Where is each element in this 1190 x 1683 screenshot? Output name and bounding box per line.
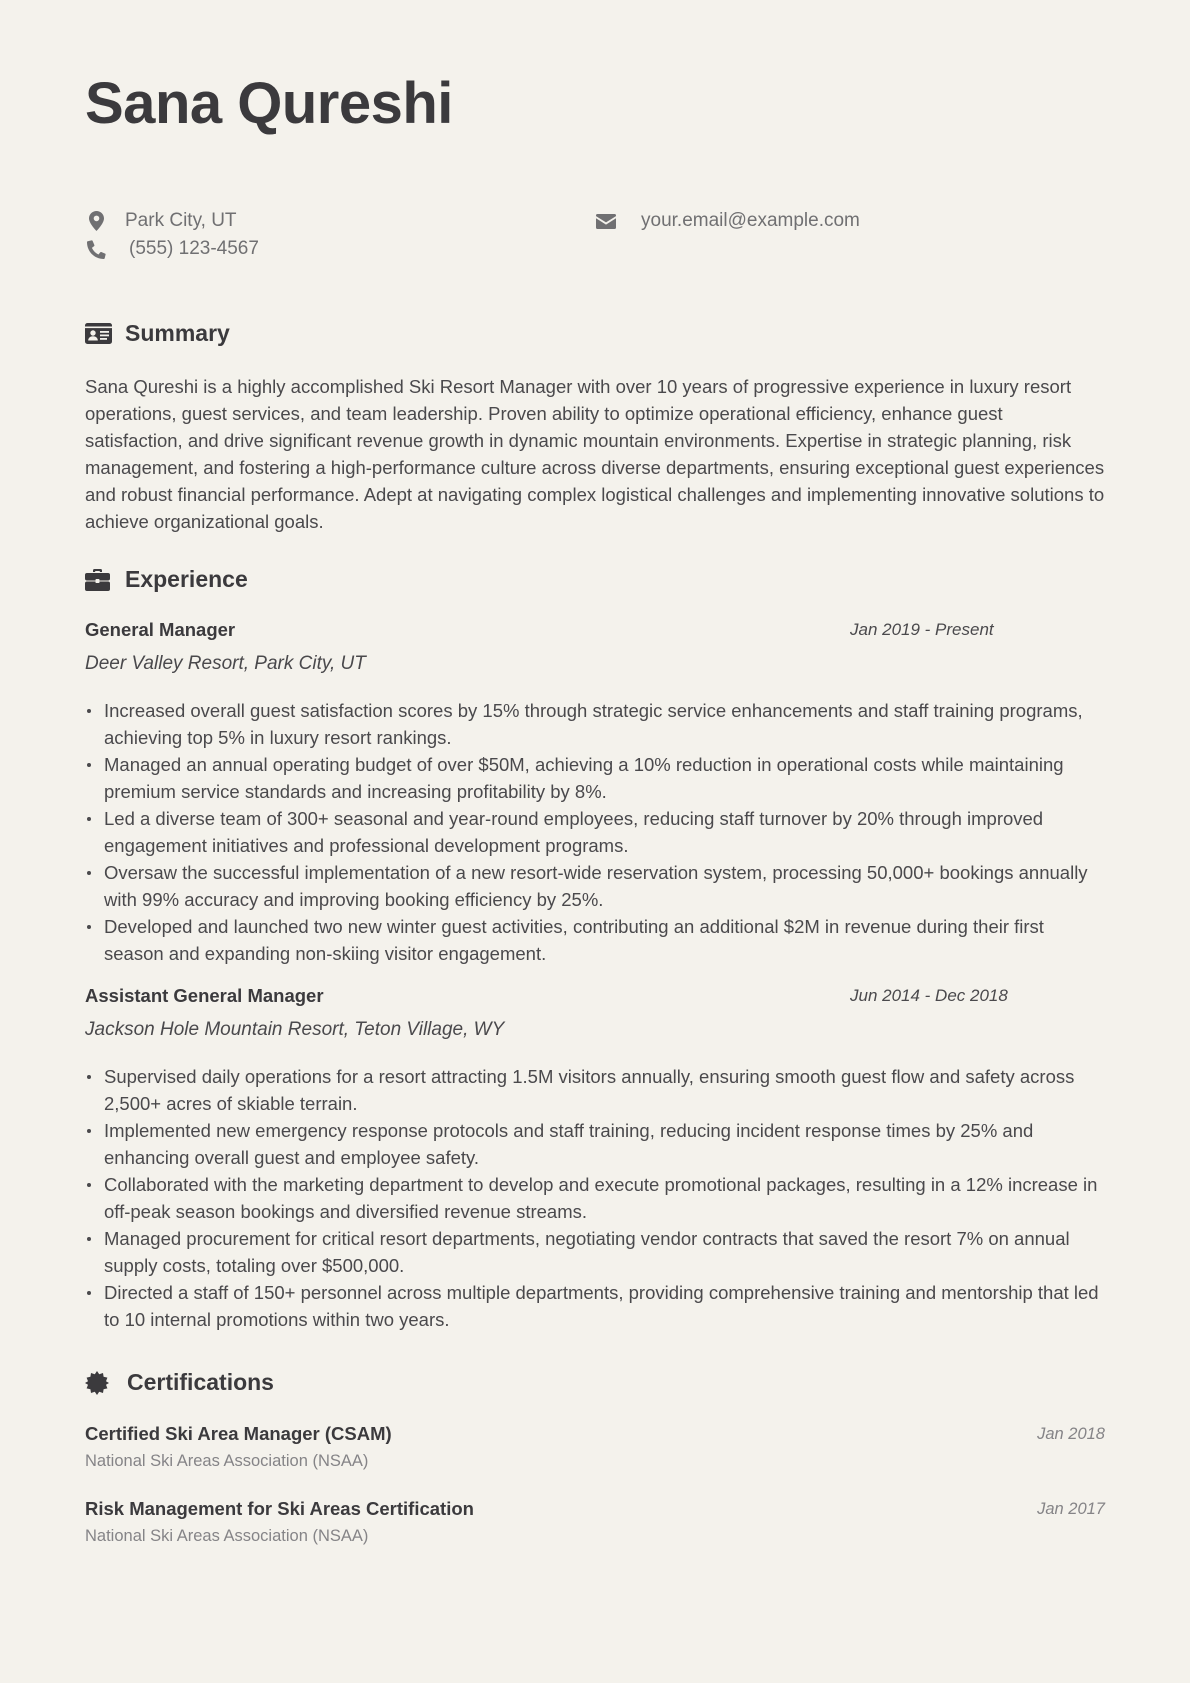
phone-icon [85,240,107,259]
location-text: Park City, UT [125,210,237,231]
contact-location [85,210,237,232]
experience-heading-text: Experience [125,566,248,592]
cert-name: Risk Management for Ski Areas Certification [85,1498,474,1519]
phone-text: (555) 123-4567 [129,238,259,259]
job-bullets [85,1063,1105,1333]
job-bullets [85,697,1105,967]
job-company: Deer Valley Resort, Park City, UT [85,653,366,674]
certifications-heading [85,1369,274,1396]
cert-date: Jan 2018 [1037,1425,1105,1443]
cert-date: Jan 2017 [1037,1500,1105,1518]
job-company: Jackson Hole Mountain Resort, Teton Village, WY [85,1019,505,1040]
cert-issuer: National Ski Areas Association (NSAA) [85,1527,369,1545]
map-marker-icon [85,211,107,231]
email-link[interactable]: your.email@example.com [641,210,860,231]
id-card-icon [85,323,113,344]
job-date: Jun 2014 - Dec 2018 [850,986,1008,1005]
contact-phone [85,238,259,260]
summary-heading [85,320,230,347]
job-entry [85,617,1105,967]
certifications-heading-text: Certifications [127,1369,274,1395]
job-title: General Manager [85,619,236,640]
contact-block [85,210,1105,270]
candidate-name: Sana Qureshi [85,71,453,136]
job-entry [85,983,1105,1333]
bullet-item: Oversaw the successful implementation of a new resort-wide reservation system, processing 50,000+ bookings annually with 99% accuracy and improving booking efficiency by 25%. [85,859,1105,913]
bullet-item: Led a diverse team of 300+ seasonal and year-round employees, reducing staff turnover by 20% through improved engagement initiatives and professional development programs. [85,805,1105,859]
bullet-item: Managed procurement for critical resort departments, negotiating vendor contracts that saved the resort 7% on annual supply costs, totaling over $500,000. [85,1225,1105,1279]
job-title: Assistant General Manager [85,985,324,1006]
summary-text: Sana Qureshi is a highly accomplished Ski Resort Manager with over 10 years of progressive experience in luxury resort operations, guest services, and team leadership. Proven ability to optimize operational efficiency, enhance guest satisfaction, and drive significant revenue growth in dynamic mountain environments. Expertise in strategic planning, risk management, and fostering a high-performance culture across diverse departments, ensuring exceptional guest experiences and robust financial performance. Adept at navigating complex logistical challenges and implementing innovative solutions to achieve organizational goals. [85,376,1105,532]
envelope-icon [595,214,617,229]
certificate-icon [85,1371,113,1395]
experience-heading [85,566,248,593]
certification-item [85,1421,1105,1473]
bullet-item: Collaborated with the marketing department to develop and execute promotional packages, resulting in a 12% increase in off-peak season bookings and diversified revenue streams. [85,1171,1105,1225]
bullet-item: Implemented new emergency response protocols and staff training, reducing incident response times by 25% and enhancing overall guest and employee safety. [85,1117,1105,1171]
bullet-item: Supervised daily operations for a resort attracting 1.5M visitors annually, ensuring smooth guest flow and safety across 2,500+ acres of skiable terrain. [85,1063,1105,1117]
bullet-item: Managed an annual operating budget of over $50M, achieving a 10% reduction in operational costs while maintaining premium service standards and increasing profitability by 8%. [85,751,1105,805]
briefcase-icon [85,569,113,591]
contact-email[interactable] [595,210,860,232]
cert-issuer: National Ski Areas Association (NSAA) [85,1452,369,1470]
certification-item [85,1496,1105,1548]
cert-name: Certified Ski Area Manager (CSAM) [85,1423,392,1444]
bullet-item: Directed a staff of 150+ personnel across multiple departments, providing comprehensive training and mentorship that led to 10 internal promotions within two years. [85,1279,1105,1333]
bullet-item: Increased overall guest satisfaction scores by 15% through strategic service enhancements and staff training programs, achieving top 5% in luxury resort rankings. [85,697,1105,751]
summary-heading-text: Summary [125,320,230,346]
job-date: Jan 2019 - Present [850,620,994,639]
bullet-item: Developed and launched two new winter guest activities, contributing an additional $2M in revenue during their first season and expanding non-skiing visitor engagement. [85,913,1105,967]
